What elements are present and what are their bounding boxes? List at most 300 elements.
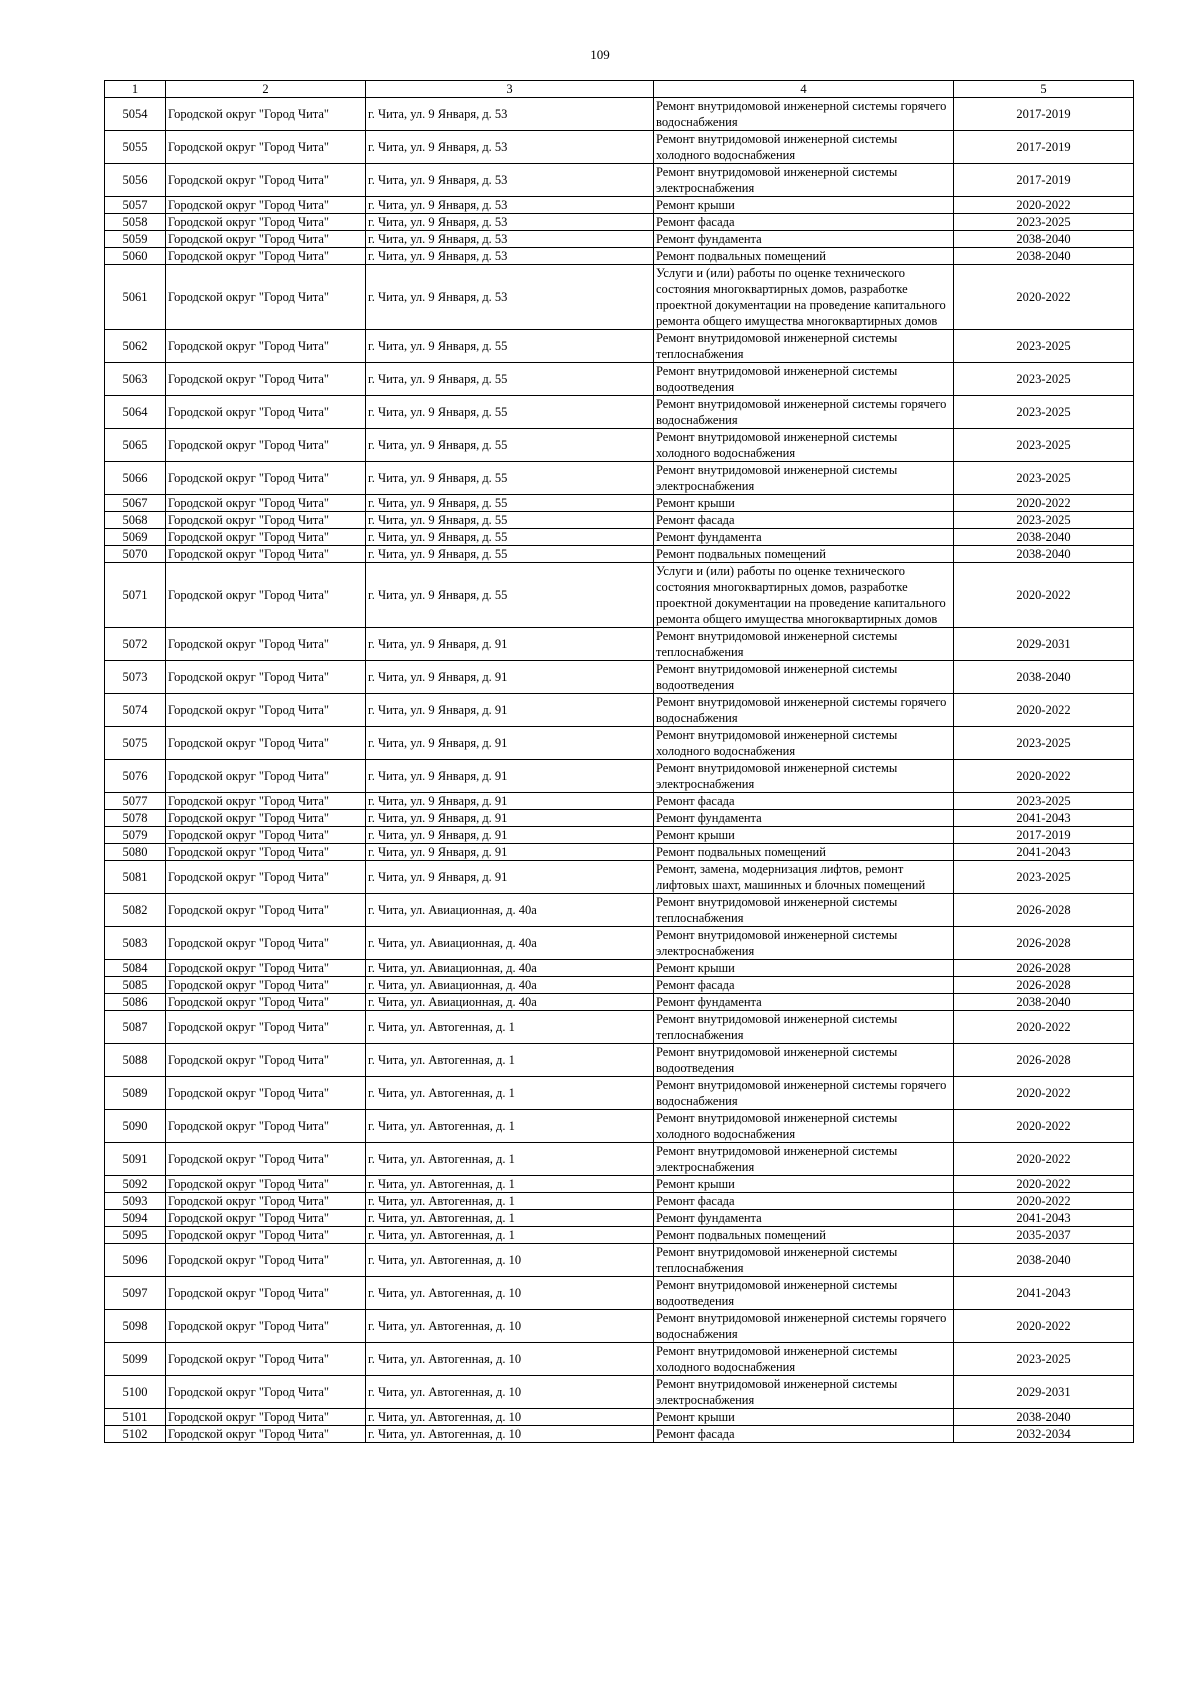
municipality-cell: Городской округ "Город Чита" (166, 1227, 366, 1244)
work-type-cell: Ремонт крыши (654, 827, 954, 844)
row-number-cell: 5057 (105, 197, 166, 214)
municipality-cell: Городской округ "Город Чита" (166, 563, 366, 628)
row-number-cell: 5064 (105, 396, 166, 429)
municipality-cell: Городской округ "Город Чита" (166, 214, 366, 231)
work-type-cell: Ремонт внутридомовой инженерной системы горячего водоснабжения (654, 694, 954, 727)
table-row (105, 363, 1134, 396)
period-cell: 2038-2040 (954, 231, 1134, 248)
row-number-cell: 5055 (105, 131, 166, 164)
period-cell: 2038-2040 (954, 546, 1134, 563)
address-cell: г. Чита, ул. 9 Января, д. 53 (366, 248, 654, 265)
address-cell: г. Чита, ул. Автогенная, д. 1 (366, 1193, 654, 1210)
address-cell: г. Чита, ул. Автогенная, д. 10 (366, 1244, 654, 1277)
work-type-cell: Ремонт внутридомовой инженерной системы горячего водоснабжения (654, 396, 954, 429)
table-row (105, 1409, 1134, 1426)
work-type-cell: Ремонт крыши (654, 197, 954, 214)
address-cell: г. Чита, ул. Авиационная, д. 40а (366, 994, 654, 1011)
row-number-cell: 5093 (105, 1193, 166, 1210)
period-cell: 2035-2037 (954, 1227, 1134, 1244)
table-row (105, 265, 1134, 330)
address-cell: г. Чита, ул. Автогенная, д. 1 (366, 1227, 654, 1244)
period-cell: 2038-2040 (954, 661, 1134, 694)
row-number-cell: 5088 (105, 1044, 166, 1077)
table-row (105, 1376, 1134, 1409)
address-cell: г. Чита, ул. Автогенная, д. 1 (366, 1044, 654, 1077)
row-number-cell: 5069 (105, 529, 166, 546)
period-cell: 2038-2040 (954, 1244, 1134, 1277)
row-number-cell: 5094 (105, 1210, 166, 1227)
table-row (105, 894, 1134, 927)
address-cell: г. Чита, ул. 9 Января, д. 91 (366, 628, 654, 661)
work-type-cell: Ремонт внутридомовой инженерной системы теплоснабжения (654, 894, 954, 927)
row-number-cell: 5054 (105, 98, 166, 131)
address-cell: г. Чита, ул. 9 Января, д. 91 (366, 661, 654, 694)
row-number-cell: 5073 (105, 661, 166, 694)
row-number-cell: 5056 (105, 164, 166, 197)
table-row (105, 429, 1134, 462)
municipality-cell: Городской округ "Город Чита" (166, 1376, 366, 1409)
municipality-cell: Городской округ "Город Чита" (166, 546, 366, 563)
capital-repair-table (104, 80, 1134, 1443)
address-cell: г. Чита, ул. 9 Января, д. 91 (366, 694, 654, 727)
work-type-cell: Ремонт фасада (654, 793, 954, 810)
period-cell: 2017-2019 (954, 131, 1134, 164)
period-cell: 2041-2043 (954, 1210, 1134, 1227)
table-row (105, 694, 1134, 727)
period-cell: 2026-2028 (954, 927, 1134, 960)
table-row (105, 131, 1134, 164)
work-type-cell: Ремонт внутридомовой инженерной системы горячего водоснабжения (654, 98, 954, 131)
table-row (105, 214, 1134, 231)
table-row (105, 1143, 1134, 1176)
row-number-cell: 5092 (105, 1176, 166, 1193)
work-type-cell: Ремонт внутридомовой инженерной системы водоотведения (654, 363, 954, 396)
row-number-cell: 5072 (105, 628, 166, 661)
table-row (105, 529, 1134, 546)
work-type-cell: Ремонт подвальных помещений (654, 248, 954, 265)
municipality-cell: Городской округ "Город Чита" (166, 512, 366, 529)
row-number-cell: 5098 (105, 1310, 166, 1343)
address-cell: г. Чита, ул. 9 Января, д. 91 (366, 827, 654, 844)
municipality-cell: Городской округ "Город Чита" (166, 330, 366, 363)
period-cell: 2026-2028 (954, 894, 1134, 927)
address-cell: г. Чита, ул. 9 Января, д. 91 (366, 861, 654, 894)
municipality-cell: Городской округ "Город Чита" (166, 1343, 366, 1376)
work-type-cell: Ремонт фундамента (654, 231, 954, 248)
municipality-cell: Городской округ "Город Чита" (166, 1244, 366, 1277)
work-type-cell: Ремонт подвальных помещений (654, 844, 954, 861)
work-type-cell: Ремонт внутридомовой инженерной системы холодного водоснабжения (654, 727, 954, 760)
table-row (105, 563, 1134, 628)
period-cell: 2023-2025 (954, 330, 1134, 363)
address-cell: г. Чита, ул. 9 Января, д. 53 (366, 214, 654, 231)
period-cell: 2023-2025 (954, 1343, 1134, 1376)
table-row (105, 827, 1134, 844)
table-row (105, 1426, 1134, 1443)
municipality-cell: Городской округ "Город Чита" (166, 197, 366, 214)
period-cell: 2020-2022 (954, 1110, 1134, 1143)
period-cell: 2020-2022 (954, 1143, 1134, 1176)
period-cell: 2020-2022 (954, 1310, 1134, 1343)
address-cell: г. Чита, ул. 9 Января, д. 91 (366, 760, 654, 793)
work-type-cell: Ремонт крыши (654, 495, 954, 512)
table-row (105, 1077, 1134, 1110)
period-cell: 2026-2028 (954, 960, 1134, 977)
table-row (105, 861, 1134, 894)
municipality-cell: Городской округ "Город Чита" (166, 628, 366, 661)
municipality-cell: Городской округ "Город Чита" (166, 1077, 366, 1110)
municipality-cell: Городской округ "Город Чита" (166, 164, 366, 197)
address-cell: г. Чита, ул. 9 Января, д. 55 (366, 512, 654, 529)
address-cell: г. Чита, ул. 9 Января, д. 55 (366, 563, 654, 628)
period-cell: 2023-2025 (954, 214, 1134, 231)
municipality-cell: Городской округ "Город Чита" (166, 661, 366, 694)
work-type-cell: Ремонт внутридомовой инженерной системы электроснабжения (654, 1376, 954, 1409)
address-cell: г. Чита, ул. 9 Января, д. 55 (366, 396, 654, 429)
municipality-cell: Городской округ "Город Чита" (166, 760, 366, 793)
row-number-cell: 5059 (105, 231, 166, 248)
row-number-cell: 5058 (105, 214, 166, 231)
row-number-cell: 5095 (105, 1227, 166, 1244)
table-row (105, 98, 1134, 131)
row-number-cell: 5097 (105, 1277, 166, 1310)
address-cell: г. Чита, ул. 9 Января, д. 91 (366, 727, 654, 760)
table-row (105, 960, 1134, 977)
table-row (105, 760, 1134, 793)
row-number-cell: 5080 (105, 844, 166, 861)
work-type-cell: Ремонт внутридомовой инженерной системы электроснабжения (654, 462, 954, 495)
work-type-cell: Ремонт внутридомовой инженерной системы электроснабжения (654, 927, 954, 960)
period-cell: 2020-2022 (954, 1193, 1134, 1210)
period-cell: 2038-2040 (954, 994, 1134, 1011)
address-cell: г. Чита, ул. Автогенная, д. 10 (366, 1277, 654, 1310)
row-number-cell: 5062 (105, 330, 166, 363)
row-number-cell: 5065 (105, 429, 166, 462)
row-number-cell: 5061 (105, 265, 166, 330)
municipality-cell: Городской округ "Город Чита" (166, 1277, 366, 1310)
municipality-cell: Городской округ "Город Чита" (166, 861, 366, 894)
address-cell: г. Чита, ул. 9 Января, д. 91 (366, 793, 654, 810)
table-row (105, 1244, 1134, 1277)
period-cell: 2020-2022 (954, 1176, 1134, 1193)
row-number-cell: 5068 (105, 512, 166, 529)
column-header-5: 5 (954, 81, 1134, 98)
table-row (105, 1011, 1134, 1044)
municipality-cell: Городской округ "Город Чита" (166, 793, 366, 810)
municipality-cell: Городской округ "Город Чита" (166, 1426, 366, 1443)
table-row (105, 927, 1134, 960)
work-type-cell: Ремонт внутридомовой инженерной системы теплоснабжения (654, 1244, 954, 1277)
municipality-cell: Городской округ "Город Чита" (166, 1210, 366, 1227)
row-number-cell: 5086 (105, 994, 166, 1011)
period-cell: 2020-2022 (954, 563, 1134, 628)
municipality-cell: Городской округ "Город Чита" (166, 131, 366, 164)
municipality-cell: Городской округ "Город Чита" (166, 1143, 366, 1176)
period-cell: 2020-2022 (954, 1011, 1134, 1044)
municipality-cell: Городской округ "Город Чита" (166, 844, 366, 861)
address-cell: г. Чита, ул. Автогенная, д. 1 (366, 1176, 654, 1193)
row-number-cell: 5076 (105, 760, 166, 793)
municipality-cell: Городской округ "Город Чита" (166, 265, 366, 330)
work-type-cell: Ремонт крыши (654, 960, 954, 977)
header-row (105, 81, 1134, 98)
address-cell: г. Чита, ул. 9 Января, д. 91 (366, 810, 654, 827)
table-row (105, 462, 1134, 495)
table-row (105, 1110, 1134, 1143)
table-row (105, 248, 1134, 265)
table-row (105, 793, 1134, 810)
table-row (105, 1277, 1134, 1310)
address-cell: г. Чита, ул. Автогенная, д. 1 (366, 1077, 654, 1110)
column-header-1: 1 (105, 81, 166, 98)
work-type-cell: Ремонт внутридомовой инженерной системы холодного водоснабжения (654, 429, 954, 462)
municipality-cell: Городской округ "Город Чита" (166, 960, 366, 977)
table-row (105, 727, 1134, 760)
period-cell: 2029-2031 (954, 1376, 1134, 1409)
work-type-cell: Ремонт внутридомовой инженерной системы водоотведения (654, 1277, 954, 1310)
work-type-cell: Ремонт внутридомовой инженерной системы водоотведения (654, 661, 954, 694)
table-body (105, 98, 1134, 1443)
row-number-cell: 5091 (105, 1143, 166, 1176)
municipality-cell: Городской округ "Город Чита" (166, 396, 366, 429)
period-cell: 2023-2025 (954, 396, 1134, 429)
row-number-cell: 5096 (105, 1244, 166, 1277)
table-row (105, 1343, 1134, 1376)
period-cell: 2026-2028 (954, 1044, 1134, 1077)
work-type-cell: Услуги и (или) работы по оценке технического состояния многоквартирных домов, разработке проектной документации на проведение капитального ремонта общего имущества многоквартирных домов (654, 265, 954, 330)
work-type-cell: Ремонт фундамента (654, 529, 954, 546)
municipality-cell: Городской округ "Город Чита" (166, 994, 366, 1011)
address-cell: г. Чита, ул. 9 Января, д. 53 (366, 197, 654, 214)
period-cell: 2041-2043 (954, 1277, 1134, 1310)
period-cell: 2041-2043 (954, 844, 1134, 861)
work-type-cell: Ремонт фасада (654, 512, 954, 529)
address-cell: г. Чита, ул. 9 Января, д. 55 (366, 363, 654, 396)
work-type-cell: Ремонт внутридомовой инженерной системы холодного водоснабжения (654, 1110, 954, 1143)
period-cell: 2038-2040 (954, 529, 1134, 546)
row-number-cell: 5079 (105, 827, 166, 844)
row-number-cell: 5101 (105, 1409, 166, 1426)
work-type-cell: Ремонт подвальных помещений (654, 1227, 954, 1244)
period-cell: 2020-2022 (954, 1077, 1134, 1110)
period-cell: 2023-2025 (954, 462, 1134, 495)
work-type-cell: Ремонт внутридомовой инженерной системы теплоснабжения (654, 330, 954, 363)
period-cell: 2023-2025 (954, 512, 1134, 529)
period-cell: 2023-2025 (954, 727, 1134, 760)
address-cell: г. Чита, ул. 9 Января, д. 91 (366, 844, 654, 861)
period-cell: 2041-2043 (954, 810, 1134, 827)
municipality-cell: Городской округ "Город Чита" (166, 1310, 366, 1343)
table-row (105, 197, 1134, 214)
row-number-cell: 5067 (105, 495, 166, 512)
table-row (105, 1210, 1134, 1227)
municipality-cell: Городской округ "Город Чита" (166, 1110, 366, 1143)
municipality-cell: Городской округ "Город Чита" (166, 495, 366, 512)
work-type-cell: Ремонт внутридомовой инженерной системы водоотведения (654, 1044, 954, 1077)
period-cell: 2023-2025 (954, 429, 1134, 462)
table-row (105, 994, 1134, 1011)
row-number-cell: 5090 (105, 1110, 166, 1143)
period-cell: 2020-2022 (954, 197, 1134, 214)
table-row (105, 330, 1134, 363)
municipality-cell: Городской округ "Город Чита" (166, 98, 366, 131)
row-number-cell: 5087 (105, 1011, 166, 1044)
municipality-cell: Городской округ "Город Чита" (166, 927, 366, 960)
address-cell: г. Чита, ул. Автогенная, д. 1 (366, 1210, 654, 1227)
column-header-2: 2 (166, 81, 366, 98)
row-number-cell: 5066 (105, 462, 166, 495)
row-number-cell: 5077 (105, 793, 166, 810)
address-cell: г. Чита, ул. Автогенная, д. 10 (366, 1426, 654, 1443)
row-number-cell: 5100 (105, 1376, 166, 1409)
period-cell: 2023-2025 (954, 363, 1134, 396)
municipality-cell: Городской округ "Город Чита" (166, 1176, 366, 1193)
work-type-cell: Ремонт, замена, модернизация лифтов, ремонт лифтовых шахт, машинных и блочных помещений (654, 861, 954, 894)
period-cell: 2038-2040 (954, 1409, 1134, 1426)
row-number-cell: 5084 (105, 960, 166, 977)
work-type-cell: Ремонт подвальных помещений (654, 546, 954, 563)
municipality-cell: Городской округ "Город Чита" (166, 529, 366, 546)
table-row (105, 810, 1134, 827)
period-cell: 2023-2025 (954, 861, 1134, 894)
table-row (105, 396, 1134, 429)
municipality-cell: Городской округ "Город Чита" (166, 977, 366, 994)
municipality-cell: Городской округ "Город Чита" (166, 429, 366, 462)
municipality-cell: Городской округ "Город Чита" (166, 363, 366, 396)
municipality-cell: Городской округ "Город Чита" (166, 1193, 366, 1210)
municipality-cell: Городской округ "Город Чита" (166, 727, 366, 760)
work-type-cell: Ремонт фундамента (654, 1210, 954, 1227)
address-cell: г. Чита, ул. 9 Января, д. 55 (366, 495, 654, 512)
table-row (105, 977, 1134, 994)
work-type-cell: Ремонт внутридомовой инженерной системы электроснабжения (654, 760, 954, 793)
row-number-cell: 5099 (105, 1343, 166, 1376)
address-cell: г. Чита, ул. Автогенная, д. 10 (366, 1343, 654, 1376)
table-row (105, 495, 1134, 512)
table-row (105, 1227, 1134, 1244)
table-row (105, 661, 1134, 694)
address-cell: г. Чита, ул. 9 Января, д. 53 (366, 164, 654, 197)
period-cell: 2032-2034 (954, 1426, 1134, 1443)
table-row (105, 164, 1134, 197)
table-row (105, 844, 1134, 861)
row-number-cell: 5089 (105, 1077, 166, 1110)
work-type-cell: Ремонт внутридомовой инженерной системы холодного водоснабжения (654, 131, 954, 164)
municipality-cell: Городской округ "Город Чита" (166, 827, 366, 844)
work-type-cell: Ремонт внутридомовой инженерной системы теплоснабжения (654, 628, 954, 661)
municipality-cell: Городской округ "Город Чита" (166, 894, 366, 927)
address-cell: г. Чита, ул. Автогенная, д. 10 (366, 1310, 654, 1343)
work-type-cell: Ремонт крыши (654, 1409, 954, 1426)
municipality-cell: Городской округ "Город Чита" (166, 694, 366, 727)
municipality-cell: Городской округ "Город Чита" (166, 810, 366, 827)
municipality-cell: Городской округ "Город Чита" (166, 1044, 366, 1077)
address-cell: г. Чита, ул. 9 Января, д. 55 (366, 546, 654, 563)
work-type-cell: Ремонт внутридомовой инженерной системы теплоснабжения (654, 1011, 954, 1044)
row-number-cell: 5081 (105, 861, 166, 894)
address-cell: г. Чита, ул. Авиационная, д. 40а (366, 927, 654, 960)
work-type-cell: Ремонт фасада (654, 1193, 954, 1210)
period-cell: 2023-2025 (954, 793, 1134, 810)
municipality-cell: Городской округ "Город Чита" (166, 1409, 366, 1426)
period-cell: 2026-2028 (954, 977, 1134, 994)
period-cell: 2020-2022 (954, 760, 1134, 793)
address-cell: г. Чита, ул. Автогенная, д. 10 (366, 1409, 654, 1426)
period-cell: 2029-2031 (954, 628, 1134, 661)
period-cell: 2038-2040 (954, 248, 1134, 265)
row-number-cell: 5060 (105, 248, 166, 265)
address-cell: г. Чита, ул. 9 Января, д. 55 (366, 429, 654, 462)
work-type-cell: Ремонт фасада (654, 214, 954, 231)
address-cell: г. Чита, ул. 9 Января, д. 55 (366, 529, 654, 546)
address-cell: г. Чита, ул. Авиационная, д. 40а (366, 960, 654, 977)
row-number-cell: 5063 (105, 363, 166, 396)
table-row (105, 546, 1134, 563)
work-type-cell: Ремонт фундамента (654, 994, 954, 1011)
page-number: 109 (590, 47, 610, 62)
row-number-cell: 5075 (105, 727, 166, 760)
address-cell: г. Чита, ул. Авиационная, д. 40а (366, 977, 654, 994)
work-type-cell: Услуги и (или) работы по оценке технического состояния многоквартирных домов, разработке проектной документации на проведение капитального ремонта общего имущества многоквартирных домов (654, 563, 954, 628)
period-cell: 2017-2019 (954, 164, 1134, 197)
work-type-cell: Ремонт фасада (654, 977, 954, 994)
address-cell: г. Чита, ул. 9 Января, д. 53 (366, 265, 654, 330)
row-number-cell: 5071 (105, 563, 166, 628)
address-cell: г. Чита, ул. 9 Января, д. 55 (366, 462, 654, 495)
row-number-cell: 5070 (105, 546, 166, 563)
period-cell: 2020-2022 (954, 265, 1134, 330)
row-number-cell: 5074 (105, 694, 166, 727)
row-number-cell: 5078 (105, 810, 166, 827)
work-type-cell: Ремонт внутридомовой инженерной системы горячего водоснабжения (654, 1077, 954, 1110)
work-type-cell: Ремонт внутридомовой инженерной системы горячего водоснабжения (654, 1310, 954, 1343)
work-type-cell: Ремонт внутридомовой инженерной системы холодного водоснабжения (654, 1343, 954, 1376)
municipality-cell: Городской округ "Город Чита" (166, 1011, 366, 1044)
period-cell: 2017-2019 (954, 98, 1134, 131)
table-header (105, 81, 1134, 98)
row-number-cell: 5085 (105, 977, 166, 994)
table-row (105, 512, 1134, 529)
table-row (105, 1193, 1134, 1210)
period-cell: 2017-2019 (954, 827, 1134, 844)
table-row (105, 628, 1134, 661)
address-cell: г. Чита, ул. Автогенная, д. 1 (366, 1143, 654, 1176)
address-cell: г. Чита, ул. Авиационная, д. 40а (366, 894, 654, 927)
table-row (105, 231, 1134, 248)
table-row (105, 1044, 1134, 1077)
column-header-3: 3 (366, 81, 654, 98)
address-cell: г. Чита, ул. 9 Января, д. 53 (366, 131, 654, 164)
municipality-cell: Городской округ "Город Чита" (166, 231, 366, 248)
address-cell: г. Чита, ул. 9 Января, д. 53 (366, 231, 654, 248)
work-type-cell: Ремонт фасада (654, 1426, 954, 1443)
table-row (105, 1310, 1134, 1343)
work-type-cell: Ремонт внутридомовой инженерной системы электроснабжения (654, 164, 954, 197)
work-type-cell: Ремонт фундамента (654, 810, 954, 827)
work-type-cell: Ремонт крыши (654, 1176, 954, 1193)
address-cell: г. Чита, ул. Автогенная, д. 1 (366, 1110, 654, 1143)
address-cell: г. Чита, ул. Автогенная, д. 10 (366, 1376, 654, 1409)
row-number-cell: 5082 (105, 894, 166, 927)
work-type-cell: Ремонт внутридомовой инженерной системы электроснабжения (654, 1143, 954, 1176)
table-row (105, 1176, 1134, 1193)
row-number-cell: 5083 (105, 927, 166, 960)
row-number-cell: 5102 (105, 1426, 166, 1443)
municipality-cell: Городской округ "Город Чита" (166, 248, 366, 265)
period-cell: 2020-2022 (954, 694, 1134, 727)
address-cell: г. Чита, ул. 9 Января, д. 55 (366, 330, 654, 363)
address-cell: г. Чита, ул. 9 Января, д. 53 (366, 98, 654, 131)
